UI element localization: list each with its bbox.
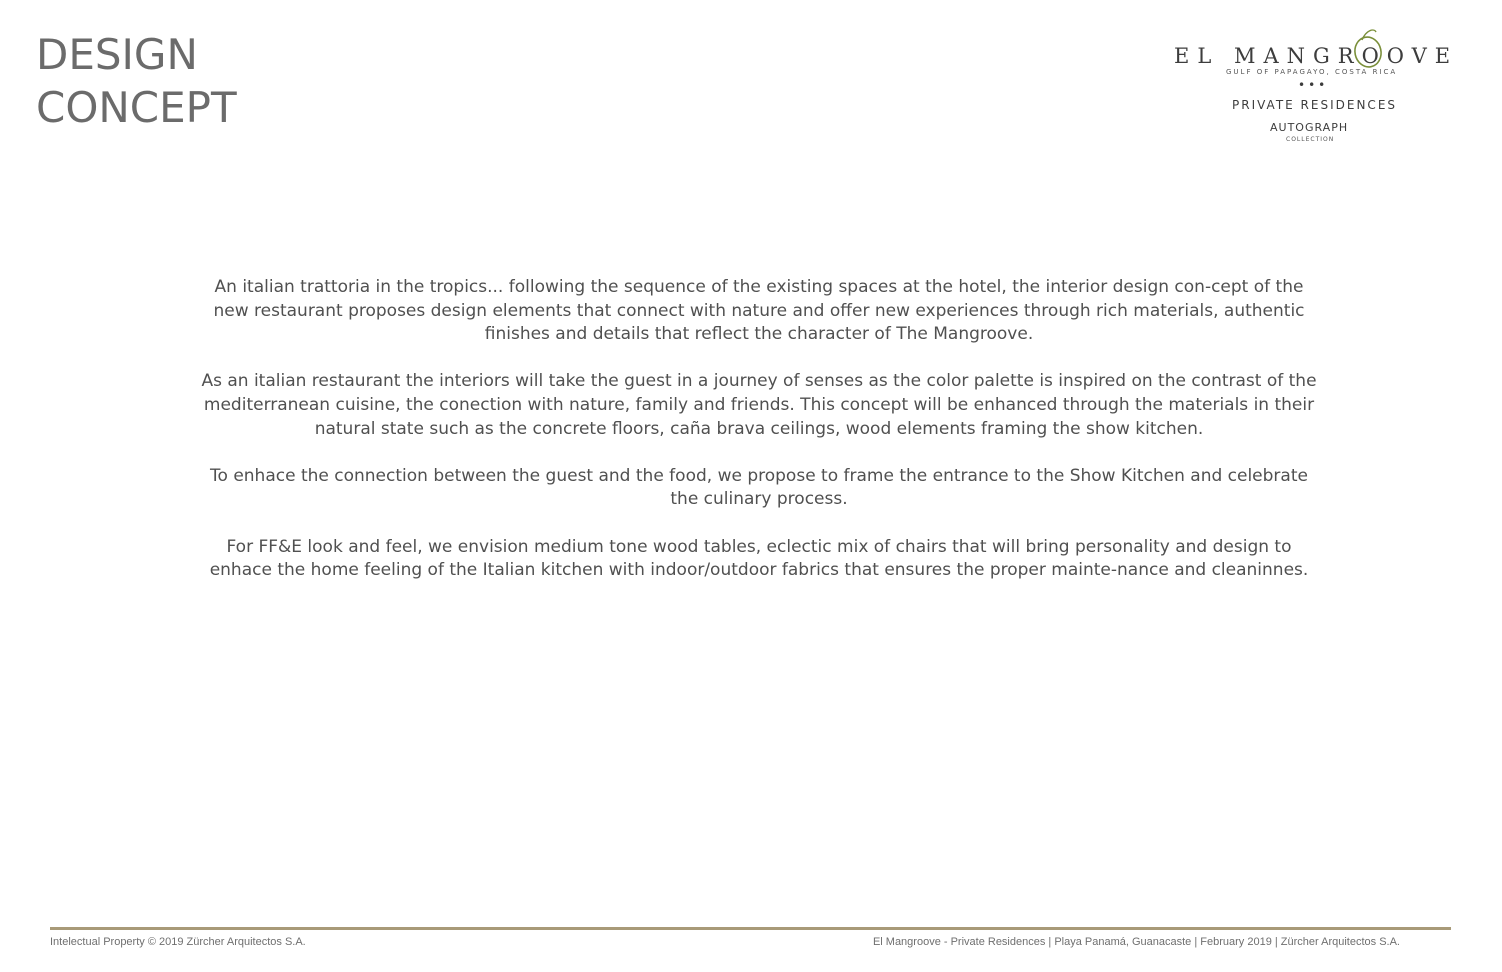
logo-autograph: AUTOGRAPH	[1270, 121, 1349, 134]
paragraph-senses: As an italian restaurant the interiors will take the guest in a journey of senses as the color palette is inspired on the contrast of the mediterranean cuisine, the conection with nature, family and friends. This concept will be enhanced through the materials in their natural state such as the concrete floors, caña brava ceilings, wood elements framing the show kitchen.	[201, 371, 1317, 439]
el-mangroove-logo	[1170, 26, 1459, 148]
design-concept-text	[196, 276, 1322, 606]
logo-brand-name: EL MANGROOVE	[1174, 44, 1459, 68]
page-title-line-2: CONCEPT	[36, 83, 237, 132]
logo-location: GULF OF PAPAGAYO, COSTA RICA	[1226, 68, 1398, 76]
logo-collection: COLLECTION	[1286, 136, 1335, 143]
paragraph-ffe: For FF&E look and feel, we envision medium tone wood tables, eclectic mix of chairs that will bring personality and design to enhace the home feeling of the Italian kitchen with indoor/outdoor fabrics that ensures the proper mainte-nance and cleaninnes.	[209, 536, 1309, 581]
footer-copyright: Intelectual Property © 2019 Zürcher Arquitectos S.A.	[50, 936, 306, 948]
logo-dots: •••	[1298, 78, 1329, 92]
paragraph-show-kitchen: To enhace the connection between the guest and the food, we propose to frame the entrance to the Show Kitchen and celebrate the culinary process.	[210, 465, 1308, 510]
footer-divider	[50, 927, 1451, 930]
page-title	[36, 28, 237, 134]
paragraph-intro: An italian trattoria in the tropics... following the sequence of the existing spaces at the hotel, the interior design con-cept of the new restaurant proposes design elements that connect with nature and offer new experiences through rich materials, authentic finishes and details that reflect the character of The Mangroove.	[213, 277, 1305, 345]
page-title-line-1: DESIGN	[36, 30, 198, 79]
footer-project-info: El Mangroove - Private Residences | Playa Panamá, Guanacaste | February 2019 | Zürcher Arquitectos S.A.	[872, 936, 1400, 948]
logo-private-residences: PRIVATE RESIDENCES	[1232, 98, 1398, 112]
